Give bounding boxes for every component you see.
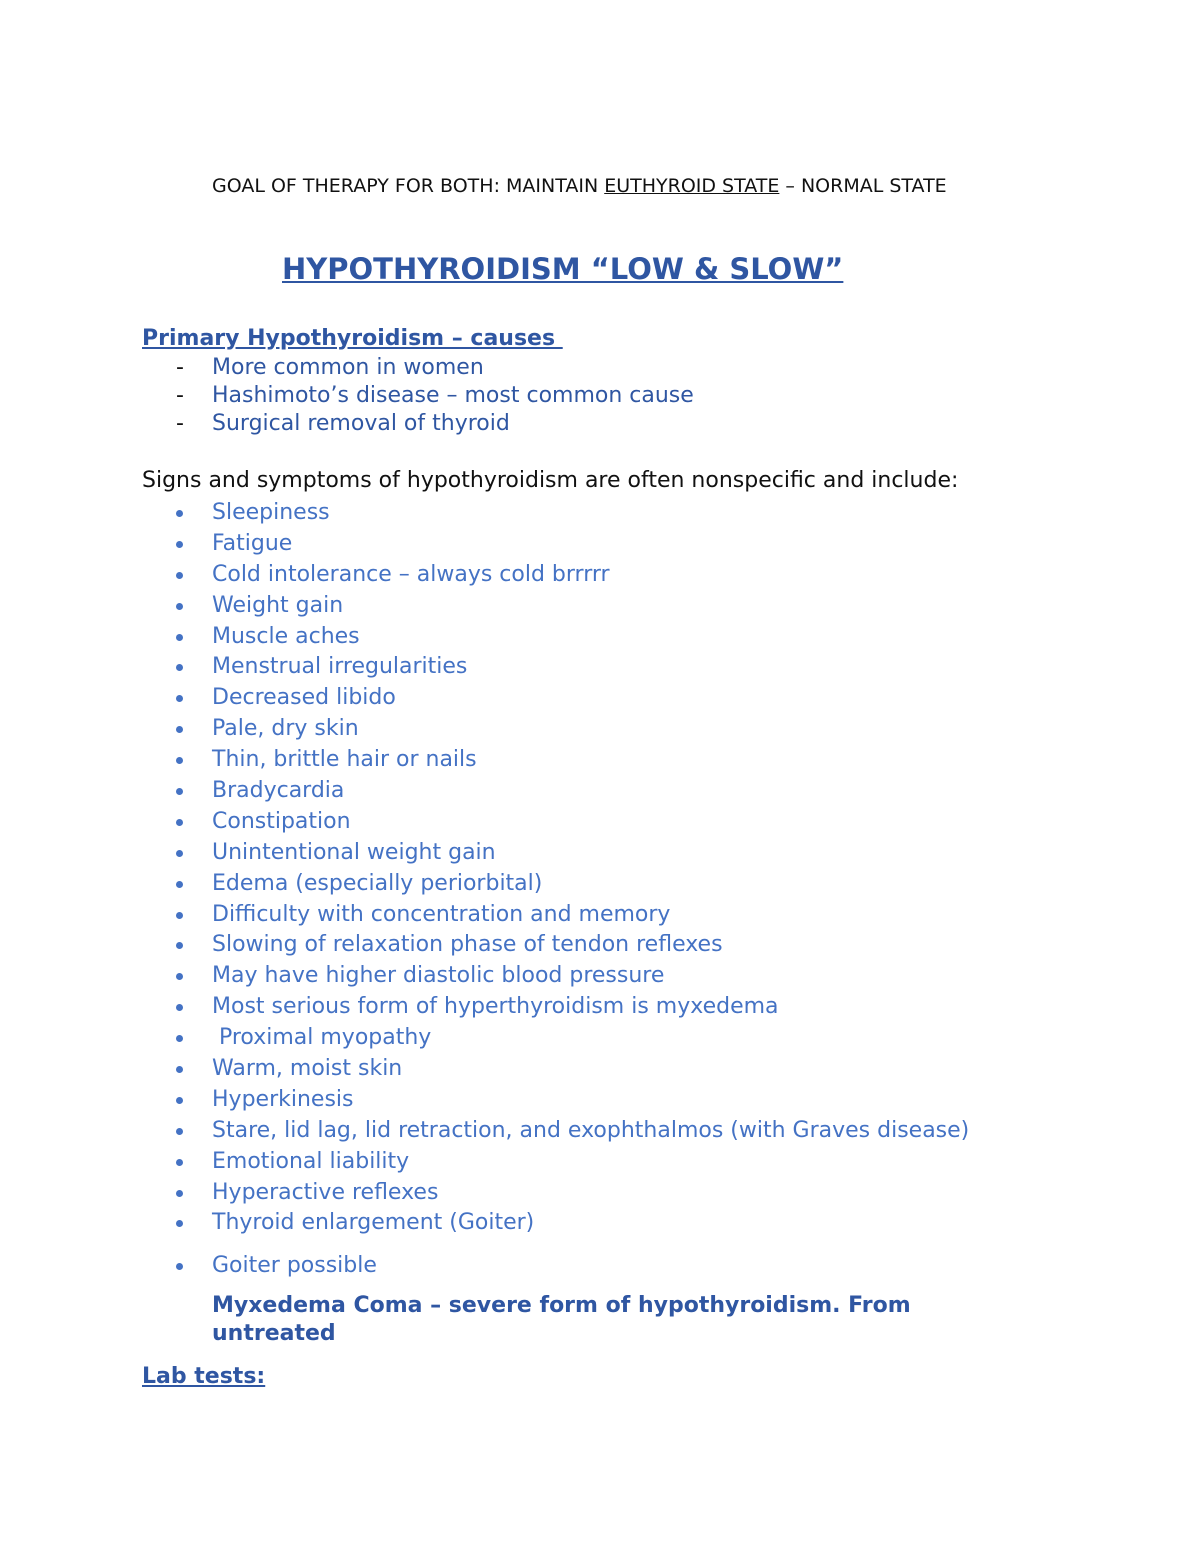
bullet-icon bbox=[176, 942, 183, 949]
list-item-goiter: Goiter possible bbox=[142, 1251, 1042, 1281]
document-page: GOAL OF THERAPY FOR BOTH: MAINTAIN EUTHYROID STATE – NORMAL STATE HYPOTHYROIDISM “LOW & SLOW” Primary Hypothyroidism – causes - More common in women - Hashimoto’s disease – most common cause - Surgical removal of thyroid Signs and symptoms of hypothyroidism are often nonspecific and include: Sleepiness Fatigue Cold intolerance – always cold brrrrr Weight gain Muscle aches Menstrual irregularities Decreased libido Pale, dry skin Thin, brittle hair or nails Bradycardia Constipation Unintentional weight gain Edema (especially periorbital) Difficulty with concentration and memory Slowing of relaxation phase of tendon reflexes May have higher diastolic blood pressure Most serious form of hyperthyroidism is myxedema Proximal myopathy Warm, moist skin Hyperkinesis Stare, lid lag, lid retraction, and exophthalmos (with Graves disease) Emotional liability Hyperactive reflexes Thyroid enlargement (Goiter) Goiter possible Myxedema Coma – severe form of hypothyroidism. From untreated Lab tests: bbox=[0, 0, 1200, 1553]
bullet-icon bbox=[176, 912, 183, 919]
goal-prefix: GOAL OF THERAPY FOR BOTH: MAINTAIN bbox=[212, 175, 605, 197]
bullet-icon bbox=[176, 634, 183, 641]
bullet-icon bbox=[176, 1220, 183, 1227]
bullet-icon bbox=[176, 541, 183, 548]
goal-suffix: – NORMAL STATE bbox=[779, 175, 947, 197]
bullet-icon bbox=[176, 819, 183, 826]
bullet-icon bbox=[176, 603, 183, 610]
bullet-icon bbox=[176, 1263, 183, 1270]
bullet-icon bbox=[176, 1066, 183, 1073]
dash-bullet: - bbox=[176, 355, 184, 380]
bullet-icon bbox=[176, 510, 183, 517]
bullet-icon bbox=[176, 726, 183, 733]
bullet-icon bbox=[176, 788, 183, 795]
dash-bullet: - bbox=[176, 411, 184, 436]
bullet-icon bbox=[176, 572, 183, 579]
myxedema-coma-note: Myxedema Coma – severe form of hypothyroidism. From untreated bbox=[212, 1293, 911, 1346]
bullet-icon bbox=[176, 850, 183, 857]
bullet-icon bbox=[176, 695, 183, 702]
bullet-icon bbox=[176, 1128, 183, 1135]
lab-tests-heading: Lab tests: bbox=[142, 1364, 266, 1389]
goal-underlined: EUTHYROID STATE bbox=[604, 175, 780, 197]
page-title: HYPOTHYROIDISM “LOW & SLOW” bbox=[282, 252, 844, 286]
bullet-icon bbox=[176, 757, 183, 764]
bullet-icon bbox=[176, 973, 183, 980]
goal-of-therapy bbox=[142, 172, 1022, 200]
dash-bullet: - bbox=[176, 383, 184, 408]
bullet-icon bbox=[176, 1097, 183, 1104]
primary-causes-heading: Primary Hypothyroidism – causes bbox=[142, 326, 563, 351]
bullet-icon bbox=[176, 1035, 183, 1042]
bullet-icon bbox=[176, 881, 183, 888]
bullet-icon bbox=[176, 1004, 183, 1011]
signs-intro: Signs and symptoms of hypothyroidism are often nonspecific and include: bbox=[142, 468, 959, 493]
bullet-icon bbox=[176, 1159, 183, 1166]
bullet-icon bbox=[176, 664, 183, 671]
bullet-icon bbox=[176, 1190, 183, 1197]
